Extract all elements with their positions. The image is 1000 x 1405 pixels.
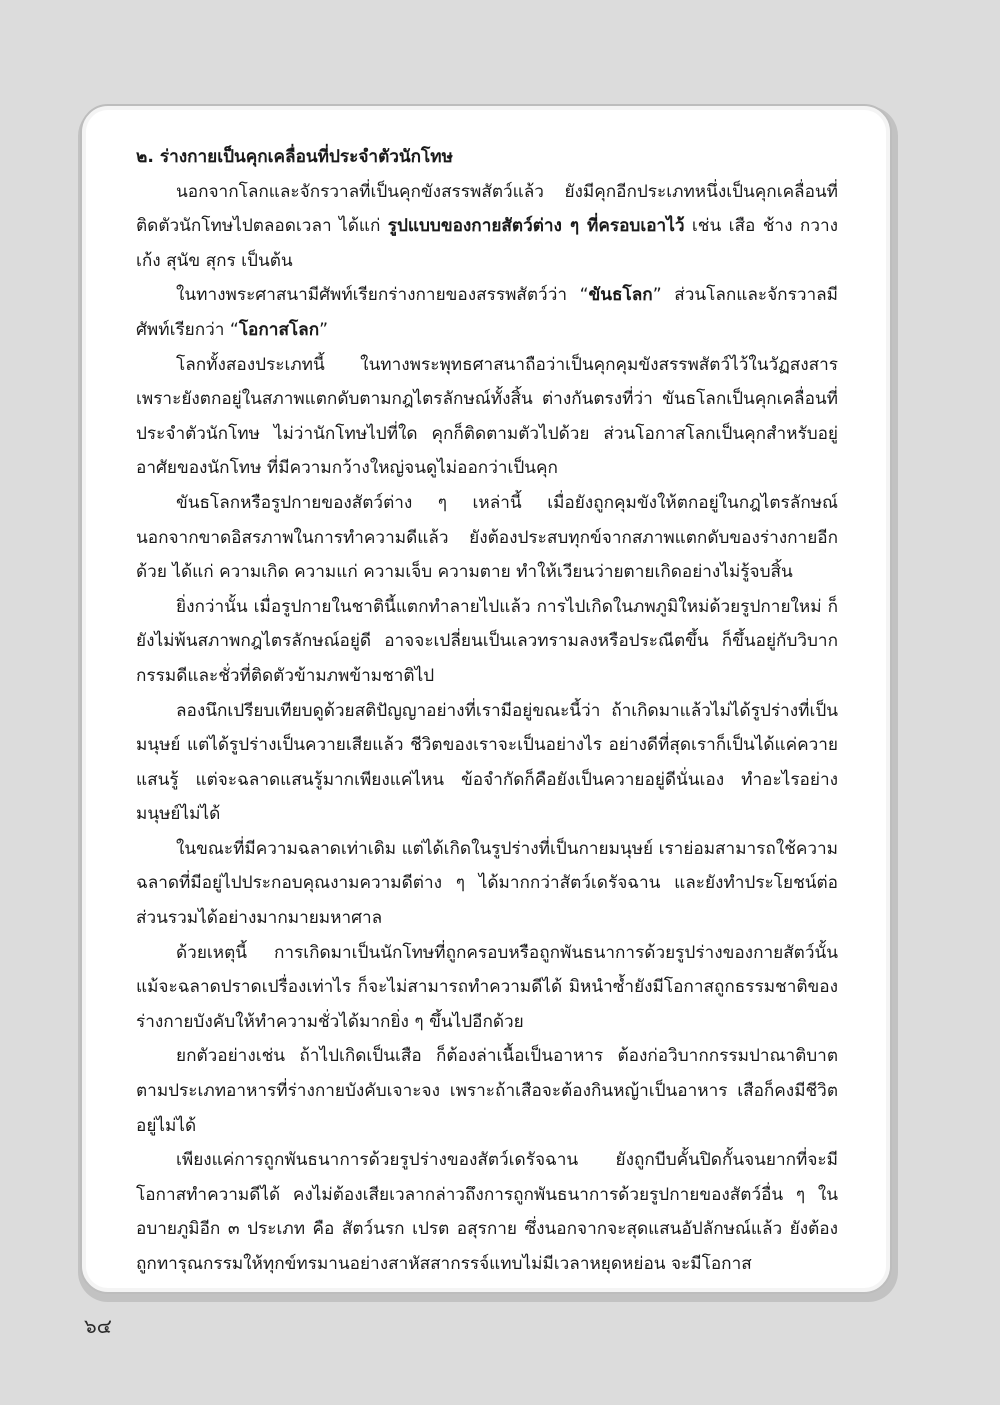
emphasis: โอกาสโลก	[238, 319, 320, 340]
paragraph: ยิ่งกว่านั้น เมื่อรูปกายในชาตินี้แตกทำลายไปแล้ว การไปเกิดในภพภูมิใหม่ด้วยรูปกายใหม่ ก็ยังไม่พ้นสภาพกฎไตรลักษณ์อยู่ดี อาจจะเปลี่ยนเป็นเลวทรามลงหรือประณีตขึ้น ก็ขึ้นอยู่กับวิบากกรรมดีและชั่วที่ติดตัวข้ามภพข้ามชาติไป	[136, 596, 838, 686]
emphasis: ขันธโลก	[588, 285, 653, 306]
page-number: ๖๔	[84, 1314, 112, 1338]
paragraph: นอกจากโลกและจักรวาลที่เป็นคุกขังสรรพสัตว์แล้ว ยังมีคุกอีกประเภทหนึ่งเป็นคุกเคลื่อนที่ติดตัวนักโทษไปตลอดเวลา ได้แก่ รูปแบบของกายสัตว์ต่าง ๆ ที่ครอบเอาไว้ เช่น เสือ ช้าง กวาง เก้ง สุนัข สุกร เป็นต้น	[136, 181, 839, 271]
paragraph: ในขณะที่มีความฉลาดเท่าเดิม แต่ได้เกิดในรูปร่างที่เป็นกายมนุษย์ เราย่อมสามารถใช้ความฉลาดที่มีอยู่ไปประกอบคุณงามความดีต่าง ๆ ได้มากกว่าสัตว์เดรัจฉาน และยังทำประโยชน์ต่อส่วนรวมได้อย่างมากมายมหาศาล	[136, 838, 839, 929]
paragraph: ลองนึกเปรียบเทียบดูด้วยสติปัญญาอย่างที่เรามีอยู่ขณะนี้ว่า ถ้าเกิดมาแล้วไม่ได้รูปร่างที่เป็นมนุษย์ แต่ได้รูปร่างเป็นควายเสียแล้ว ชีวิตของเราจะเป็นอย่างไร อย่างดีที่สุดเราก็เป็นได้แค่ควายแสนรู้ แต่จะฉลาดแสนรู้มากเพียงแค่ไหน ข้อจำกัดก็คือยังเป็นควายอยู่ดีนั่นเอง ทำอะไรอย่างมนุษย์ไม่ได้	[136, 700, 838, 825]
paragraph: เพียงแค่การถูกพันธนาการด้วยรูปร่างของสัตว์เดรัจฉาน ยังถูกบีบคั้นปิดกั้นจนยากที่จะมีโอกาสทำความดีได้ คงไม่ต้องเสียเวลากล่าวถึงการถูกพันธนาการด้วยรูปกายของสัตว์อื่น ๆ ในอบายภูมิอีก ๓ ประเภท คือ สัตว์นรก เปรต อสุรกาย ซึ่งนอกจากจะสุดแสนอัปลักษณ์แล้ว ยังต้องถูกทารุณกรรมให้ทุกข์ทรมานอย่างสาหัสสากรรจ์แทบไม่มีเวลาหยุดหย่อน จะมีโอกาส	[136, 1150, 838, 1274]
paragraph: ในทางพระศาสนามีศัพท์เรียกร่างกายของสรรพสัตว์ว่า “ขันธโลก” ส่วนโลกและจักรวาลมีศัพท์เรียกว่า “โอกาสโลก”	[136, 285, 838, 340]
emphasis: รูปแบบของกายสัตว์ต่าง ๆ ที่ครอบเอาไว้	[387, 216, 685, 237]
page-content	[136, 140, 838, 1282]
section-heading: ๒. ร่างกายเป็นคุกเคลื่อนที่ประจำตัวนักโทษ	[136, 147, 453, 167]
paragraph: ขันธโลกหรือรูปกายของสัตว์ต่าง ๆ เหล่านี้ เมื่อยังถูกคุมขังให้ตกอยู่ในกฎไตรลักษณ์ นอกจากขาดอิสรภาพในการทำความดีแล้ว ยังต้องประสบทุกข์จากสภาพแตกดับของร่างกายอีกด้วย ได้แก่ ความเกิด ความแก่ ความเจ็บ ความตาย ทำให้เวียนว่ายตายเกิดอย่างไม่รู้จบสิ้น	[136, 492, 838, 583]
paragraph: โลกทั้งสองประเภทนี้ ในทางพระพุทธศาสนาถือว่าเป็นคุกคุมขังสรรพสัตว์ไว้ในวัฏสงสาร เพราะยังตกอยู่ในสภาพแตกดับตามกฎไตรลักษณ์ทั้งสิ้น ต่างกันตรงที่ว่า ขันธโลกเป็นคุกเคลื่อนที่ประจำตัวนักโทษ ไม่ว่านักโทษไปที่ใด คุกก็ติดตามตัวไปด้วย ส่วนโอกาสโลกเป็นคุกสำหรับอยู่อาศัยของนักโทษ ที่มีความกว้างใหญ่จนดูไม่ออกว่าเป็นคุก	[136, 354, 838, 479]
paragraph: ยกตัวอย่างเช่น ถ้าไปเกิดเป็นเสือ ก็ต้องล่าเนื้อเป็นอาหาร ต้องก่อวิบากกรรมปาณาติบาต ตามประเภทอาหารที่ร่างกายบังคับเจาะจง เพราะถ้าเสือจะต้องกินหญ้าเป็นอาหาร เสือก็คงมีชีวิตอยู่ไม่ได้	[136, 1046, 838, 1136]
paragraph: ด้วยเหตุนี้ การเกิดมาเป็นนักโทษที่ถูกครอบหรือถูกพันธนาการด้วยรูปร่างของกายสัตว์นั้น แม้จะฉลาดปราดเปรื่องเท่าไร ก็จะไม่สามารถทำความดีได้ มิหนำซ้ำยังมีโอกาสถูกธรรมชาติของร่างกายบังคับให้ทำความชั่วได้มากยิ่ง ๆ ขึ้นไปอีกด้วย	[136, 942, 838, 1032]
